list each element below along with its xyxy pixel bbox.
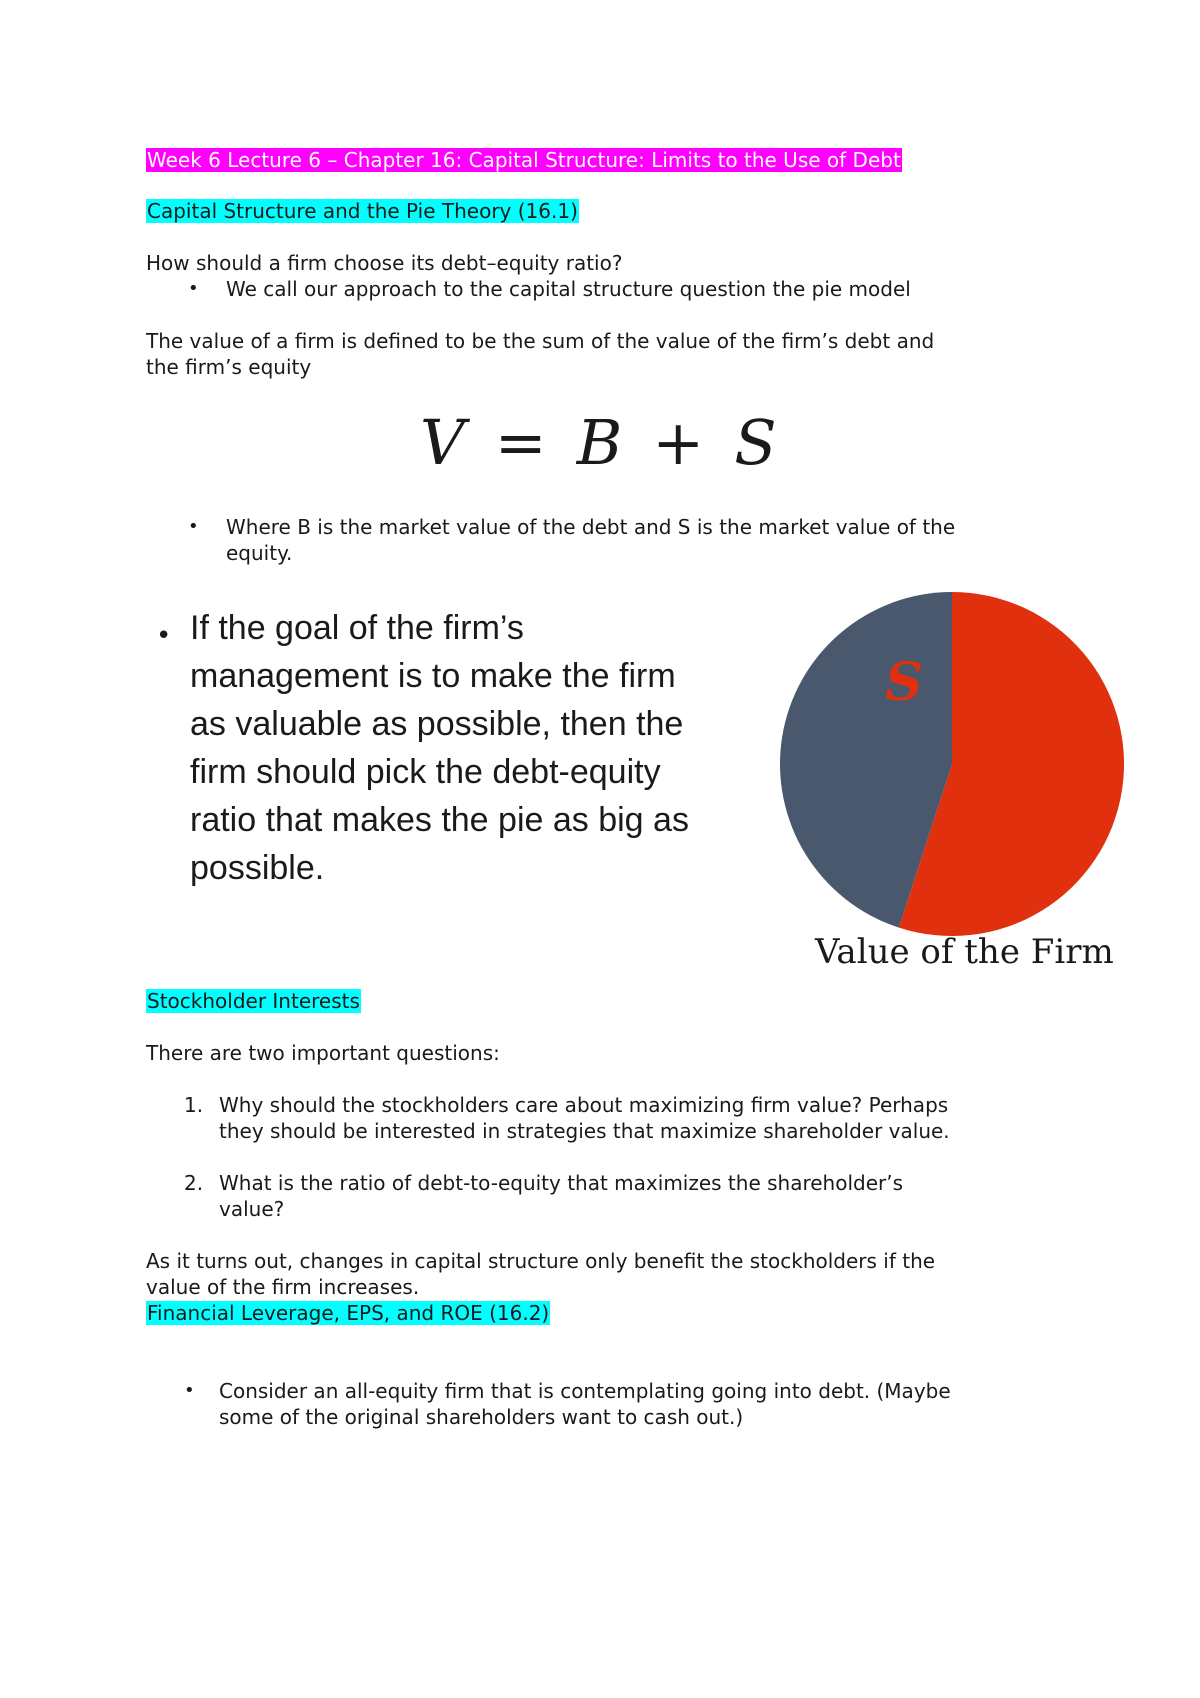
value-definition-line1: The value of a firm is defined to be the sum of the value of the firm’s debt and xyxy=(146,329,935,353)
bullet-glyph: • xyxy=(184,1380,195,1401)
list-number: 2. xyxy=(184,1171,204,1195)
slide-line: If the goal of the firm’s xyxy=(190,609,524,647)
list-item-2-line2: value? xyxy=(219,1197,285,1221)
slide-text-block xyxy=(190,604,750,892)
slide-line: management is to make the firm xyxy=(190,657,676,695)
document-title: Week 6 Lecture 6 – Chapter 16: Capital Structure: Limits to the Use of Debt xyxy=(147,148,901,172)
list-item-1-line2: they should be interested in strategies that maximize shareholder value. xyxy=(219,1119,950,1143)
slide-line: possible. xyxy=(190,849,325,887)
slide-line: as valuable as possible, then the xyxy=(190,705,684,743)
formula-v-equals-b-plus-s xyxy=(420,408,779,478)
pie-chart xyxy=(772,592,1132,942)
two-questions-intro: There are two important questions: xyxy=(146,1041,500,1065)
slide-line: firm should pick the debt-equity xyxy=(190,753,661,791)
formula-equals: = xyxy=(494,406,549,479)
list-number: 1. xyxy=(184,1093,204,1117)
formula-b: B xyxy=(576,406,625,479)
section-heading-stockholder: Stockholder Interests xyxy=(147,989,360,1013)
slide-bullet-glyph: • xyxy=(156,621,172,651)
section-heading-pie-theory: Capital Structure and the Pie Theory (16.1) xyxy=(147,199,578,223)
formula-plus: + xyxy=(652,406,707,479)
list-item-1-line1: Why should the stockholders care about maximizing firm value? Perhaps xyxy=(219,1093,949,1117)
pie-label-s: S xyxy=(885,652,923,713)
pie-chart-svg xyxy=(772,592,1132,942)
conclusion-line2: value of the firm increases. xyxy=(146,1275,420,1299)
formula-s: S xyxy=(734,406,779,479)
conclusion-line1: As it turns out, changes in capital structure only benefit the stockholders if the xyxy=(146,1249,936,1273)
bullet-glyph: • xyxy=(188,516,199,537)
pie-caption: Value of the Firm xyxy=(815,932,1114,972)
value-definition-line2: the firm’s equity xyxy=(146,355,312,379)
formula-v: V xyxy=(420,406,467,479)
pie-label-b: B xyxy=(960,652,1004,713)
bullet-market-value-line2: equity. xyxy=(226,541,293,565)
question-text: How should a firm choose its debt–equity ratio? xyxy=(146,251,623,275)
bullet-all-equity-line2: some of the original shareholders want to cash out.) xyxy=(219,1405,744,1429)
bullet-glyph: • xyxy=(188,278,199,299)
section-heading-leverage: Financial Leverage, EPS, and ROE (16.2) xyxy=(147,1301,550,1325)
bullet-pie-model: We call our approach to the capital structure question the pie model xyxy=(226,277,911,301)
bullet-all-equity-line1: Consider an all-equity firm that is contemplating going into debt. (Maybe xyxy=(219,1379,951,1403)
bullet-market-value-line1: Where B is the market value of the debt and S is the market value of the xyxy=(226,515,956,539)
list-item-2-line1: What is the ratio of debt-to-equity that maximizes the shareholder’s xyxy=(219,1171,904,1195)
slide-line: ratio that makes the pie as big as xyxy=(190,801,689,839)
